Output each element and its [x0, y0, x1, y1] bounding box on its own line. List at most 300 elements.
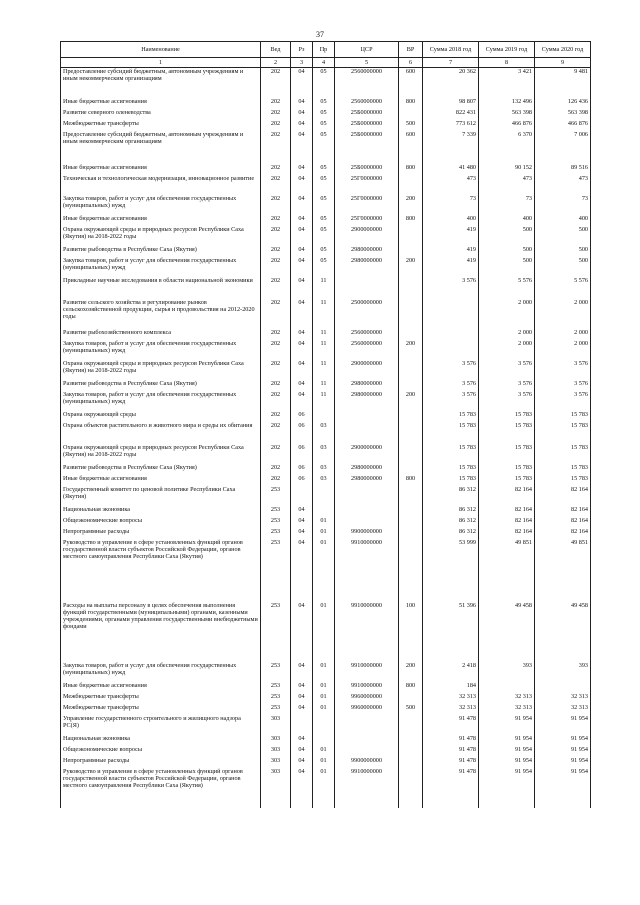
cell-vr: 500: [399, 704, 423, 715]
cell-sum-2019: 49 458: [479, 602, 535, 662]
cell-name: Охрана окружающей среды и природных ресурсов Республики Саха (Якутия) на 2018-2022 годы: [61, 444, 261, 464]
cell-pr: 05: [313, 226, 335, 246]
col-index: 4: [313, 58, 335, 68]
cell-sum-2018: 15 783: [423, 464, 479, 475]
table-row: [61, 486, 591, 506]
cell-vr: 800: [399, 215, 423, 226]
cell-sum-2020: 49 458: [535, 602, 591, 662]
cell-vr: [399, 329, 423, 340]
cell-sum-2018: [423, 329, 479, 340]
cell-rz: 04: [291, 120, 313, 131]
cell-ved: 202: [261, 195, 291, 215]
cell-sum-2019: 15 783: [479, 475, 535, 486]
table-row: [61, 120, 591, 131]
cell-name: Расходы на выплаты персоналу в целях обеспечения выполнения функций государственными (муниципальными) органами, казенными учреждениями, органами управления государственными внебюджетными фондами: [61, 602, 261, 662]
cell-vr: [399, 486, 423, 506]
cell-ved: 202: [261, 226, 291, 246]
col-header-csr: ЦСР: [335, 42, 399, 58]
cell-vr: 200: [399, 340, 423, 360]
cell-name: Развитие сельского хозяйства и регулирование рынков сельскохозяйственной продукции, сырья и продовольствия на 2012-2020 годы: [61, 299, 261, 329]
cell-name: Общеэкономические вопросы: [61, 517, 261, 528]
cell-sum-2020: 2 000: [535, 340, 591, 360]
cell-csr: 25Б0000000: [335, 120, 399, 131]
cell-pr: 01: [313, 704, 335, 715]
cell-sum-2019: 82 164: [479, 517, 535, 528]
cell-sum-2018: 3 576: [423, 360, 479, 380]
cell-sum-2019: 3 421: [479, 68, 535, 98]
cell-pr: 03: [313, 444, 335, 464]
cell-sum-2020: 2 000: [535, 329, 591, 340]
cell-rz: 04: [291, 175, 313, 195]
cell-ved: 202: [261, 98, 291, 109]
cell-pr: 01: [313, 682, 335, 693]
cell-vr: [399, 768, 423, 808]
cell-name: Охрана окружающей среды: [61, 411, 261, 422]
cell-name: Развитие рыбоводства в Республике Саха (Якутия): [61, 464, 261, 475]
table-row: [61, 257, 591, 277]
cell-pr: 03: [313, 422, 335, 444]
cell-pr: 05: [313, 215, 335, 226]
cell-csr: 2900000000: [335, 444, 399, 464]
cell-sum-2018: 20 362: [423, 68, 479, 98]
cell-sum-2018: 419: [423, 226, 479, 246]
cell-rz: 04: [291, 360, 313, 380]
cell-vr: 100: [399, 602, 423, 662]
col-header-pr: Пр: [313, 42, 335, 58]
cell-name: Прикладные научные исследования в области национальной экономики: [61, 277, 261, 299]
cell-sum-2020: 91 954: [535, 735, 591, 746]
cell-vr: 200: [399, 195, 423, 215]
cell-csr: 2980000000: [335, 380, 399, 391]
cell-csr: 2980000000: [335, 257, 399, 277]
cell-sum-2019: 3 576: [479, 360, 535, 380]
cell-name: Охрана окружающей среды и природных ресурсов Республики Саха (Якутия) на 2018-2022 годы: [61, 360, 261, 380]
cell-sum-2018: 7 339: [423, 131, 479, 164]
cell-pr: 01: [313, 746, 335, 757]
cell-sum-2019: 49 851: [479, 539, 535, 602]
cell-vr: [399, 299, 423, 329]
cell-sum-2018: 32 313: [423, 704, 479, 715]
cell-sum-2018: 3 576: [423, 277, 479, 299]
cell-name: Национальная экономика: [61, 506, 261, 517]
cell-vr: [399, 539, 423, 602]
cell-ved: 202: [261, 299, 291, 329]
cell-csr: [335, 746, 399, 757]
cell-ved: 202: [261, 360, 291, 380]
cell-sum-2018: 400: [423, 215, 479, 226]
column-index-row: [61, 58, 591, 68]
cell-pr: 01: [313, 768, 335, 808]
cell-vr: [399, 444, 423, 464]
cell-csr: 9960000000: [335, 704, 399, 715]
cell-sum-2020: 500: [535, 257, 591, 277]
cell-vr: [399, 757, 423, 768]
cell-name: Закупка товаров, работ и услуг для обеспечения государственных (муниципальных) нужд: [61, 195, 261, 215]
cell-rz: 04: [291, 215, 313, 226]
cell-sum-2020: 9 481: [535, 68, 591, 98]
col-index: 3: [291, 58, 313, 68]
cell-sum-2018: 15 783: [423, 475, 479, 486]
cell-vr: [399, 735, 423, 746]
cell-name: Техническая и технологическая модернизация, инновационное развитие: [61, 175, 261, 195]
cell-csr: 25Г0000000: [335, 215, 399, 226]
table-row: [61, 475, 591, 486]
cell-name: Непрограммные расходы: [61, 528, 261, 539]
cell-sum-2018: 91 478: [423, 746, 479, 757]
page-number: 37: [316, 30, 324, 39]
cell-ved: 202: [261, 340, 291, 360]
cell-sum-2018: 86 312: [423, 517, 479, 528]
table-row: [61, 109, 591, 120]
cell-rz: 04: [291, 539, 313, 602]
cell-sum-2020: 82 164: [535, 506, 591, 517]
cell-rz: 04: [291, 98, 313, 109]
cell-name: Межбюджетные трансферты: [61, 693, 261, 704]
cell-rz: 06: [291, 411, 313, 422]
cell-sum-2020: 500: [535, 246, 591, 257]
cell-csr: 2980000000: [335, 391, 399, 411]
cell-name: Охрана объектов растительного и животного мира и среды их обитания: [61, 422, 261, 444]
cell-rz: [291, 715, 313, 735]
table-row: [61, 98, 591, 109]
cell-pr: 01: [313, 757, 335, 768]
table-row: [61, 68, 591, 98]
cell-rz: 04: [291, 340, 313, 360]
cell-sum-2019: 500: [479, 226, 535, 246]
cell-name: Иные бюджетные ассигнования: [61, 215, 261, 226]
cell-rz: 04: [291, 380, 313, 391]
cell-rz: 04: [291, 682, 313, 693]
cell-csr: 2980000000: [335, 475, 399, 486]
cell-csr: [335, 411, 399, 422]
cell-ved: 253: [261, 704, 291, 715]
cell-csr: [335, 715, 399, 735]
table-row: [61, 299, 591, 329]
table-row: [61, 360, 591, 380]
cell-csr: [335, 506, 399, 517]
cell-csr: 2900000000: [335, 360, 399, 380]
cell-name: Развитие рыбоводства в Республике Саха (Якутия): [61, 380, 261, 391]
cell-ved: 202: [261, 131, 291, 164]
cell-sum-2019: 3 576: [479, 380, 535, 391]
cell-vr: 500: [399, 120, 423, 131]
cell-pr: 05: [313, 257, 335, 277]
cell-sum-2020: 82 164: [535, 528, 591, 539]
col-header-sum-2019: Сумма 2019 год: [479, 42, 535, 58]
cell-pr: 05: [313, 120, 335, 131]
col-header-sum-2020: Сумма 2020 год: [535, 42, 591, 58]
cell-pr: 01: [313, 528, 335, 539]
cell-ved: 202: [261, 109, 291, 120]
cell-sum-2019: 15 783: [479, 411, 535, 422]
cell-name: Развитие северного оленеводства: [61, 109, 261, 120]
cell-sum-2020: 473: [535, 175, 591, 195]
table-row: [61, 506, 591, 517]
cell-sum-2019: 91 954: [479, 715, 535, 735]
cell-rz: 04: [291, 746, 313, 757]
cell-rz: 04: [291, 246, 313, 257]
cell-ved: 202: [261, 175, 291, 195]
cell-rz: [291, 486, 313, 506]
cell-rz: 04: [291, 131, 313, 164]
cell-sum-2019: 91 954: [479, 735, 535, 746]
cell-sum-2018: 86 312: [423, 506, 479, 517]
cell-vr: 600: [399, 68, 423, 98]
cell-ved: 303: [261, 715, 291, 735]
cell-sum-2019: 5 576: [479, 277, 535, 299]
table-row: [61, 715, 591, 735]
cell-name: Развитие рыбоводства в Республике Саха (Якутия): [61, 246, 261, 257]
cell-ved: 202: [261, 257, 291, 277]
cell-sum-2018: 98 807: [423, 98, 479, 109]
cell-sum-2020: 7 006: [535, 131, 591, 164]
cell-vr: [399, 715, 423, 735]
cell-sum-2019: 473: [479, 175, 535, 195]
cell-csr: 9910000000: [335, 539, 399, 602]
cell-csr: 9910000000: [335, 682, 399, 693]
cell-vr: [399, 380, 423, 391]
cell-sum-2018: 53 999: [423, 539, 479, 602]
cell-pr: 11: [313, 299, 335, 329]
col-index: 8: [479, 58, 535, 68]
cell-rz: 04: [291, 704, 313, 715]
cell-sum-2018: 91 478: [423, 735, 479, 746]
cell-ved: 202: [261, 464, 291, 475]
cell-sum-2018: 91 478: [423, 715, 479, 735]
cell-pr: 03: [313, 475, 335, 486]
cell-vr: [399, 517, 423, 528]
col-header-vr: ВР: [399, 42, 423, 58]
cell-csr: 9910000000: [335, 662, 399, 682]
cell-csr: 9900000000: [335, 757, 399, 768]
cell-ved: 202: [261, 422, 291, 444]
cell-sum-2018: 773 612: [423, 120, 479, 131]
cell-pr: 01: [313, 517, 335, 528]
table-row: [61, 704, 591, 715]
cell-name: Иные бюджетные ассигнования: [61, 682, 261, 693]
cell-sum-2020: 49 851: [535, 539, 591, 602]
cell-sum-2020: 15 783: [535, 475, 591, 486]
cell-sum-2019: 132 496: [479, 98, 535, 109]
cell-sum-2018: 419: [423, 246, 479, 257]
cell-sum-2020: 82 164: [535, 517, 591, 528]
cell-sum-2020: 3 576: [535, 360, 591, 380]
cell-pr: 05: [313, 131, 335, 164]
cell-rz: 04: [291, 391, 313, 411]
cell-sum-2018: 419: [423, 257, 479, 277]
col-index: 1: [61, 58, 261, 68]
cell-csr: 2900000000: [335, 226, 399, 246]
table-row: [61, 195, 591, 215]
cell-vr: 200: [399, 662, 423, 682]
cell-pr: 11: [313, 360, 335, 380]
cell-ved: 253: [261, 517, 291, 528]
table-row: [61, 175, 591, 195]
cell-csr: 2560000000: [335, 329, 399, 340]
cell-sum-2020: 3 576: [535, 391, 591, 411]
cell-ved: 253: [261, 662, 291, 682]
cell-sum-2018: 86 312: [423, 528, 479, 539]
cell-sum-2020: 15 783: [535, 444, 591, 464]
cell-rz: 06: [291, 444, 313, 464]
cell-sum-2019: 32 313: [479, 704, 535, 715]
table-row: [61, 464, 591, 475]
cell-pr: 01: [313, 602, 335, 662]
cell-name: Развитие рыбохозяйственного комплекса: [61, 329, 261, 340]
cell-csr: 2560000000: [335, 340, 399, 360]
cell-sum-2020: 91 954: [535, 746, 591, 757]
cell-sum-2019: 2 000: [479, 329, 535, 340]
cell-pr: 05: [313, 246, 335, 257]
cell-pr: 11: [313, 391, 335, 411]
cell-csr: 9910000000: [335, 768, 399, 808]
cell-sum-2020: 91 954: [535, 715, 591, 735]
cell-name: Иные бюджетные ассигнования: [61, 98, 261, 109]
table-row: [61, 246, 591, 257]
cell-rz: 04: [291, 226, 313, 246]
cell-name: Общеэкономические вопросы: [61, 746, 261, 757]
cell-csr: 9910000000: [335, 602, 399, 662]
cell-vr: 800: [399, 164, 423, 175]
cell-csr: 9900000000: [335, 528, 399, 539]
cell-vr: [399, 422, 423, 444]
cell-rz: 06: [291, 422, 313, 444]
cell-csr: 2500000000: [335, 299, 399, 329]
cell-csr: [335, 517, 399, 528]
cell-csr: 2560000000: [335, 68, 399, 98]
cell-sum-2018: 2 418: [423, 662, 479, 682]
cell-sum-2018: 15 783: [423, 422, 479, 444]
table-row: [61, 768, 591, 808]
cell-pr: 05: [313, 109, 335, 120]
cell-rz: 04: [291, 735, 313, 746]
cell-sum-2019: 3 576: [479, 391, 535, 411]
cell-sum-2019: 563 398: [479, 109, 535, 120]
col-index: 9: [535, 58, 591, 68]
table-header-row: [61, 42, 591, 58]
cell-sum-2019: 82 164: [479, 528, 535, 539]
cell-name: Иные бюджетные ассигнования: [61, 475, 261, 486]
cell-sum-2020: 32 313: [535, 693, 591, 704]
table-row: [61, 735, 591, 746]
cell-sum-2020: 466 876: [535, 120, 591, 131]
table-row: [61, 528, 591, 539]
col-header-rz: Рз: [291, 42, 313, 58]
table-row: [61, 164, 591, 175]
cell-pr: 01: [313, 693, 335, 704]
cell-pr: 03: [313, 464, 335, 475]
table-row: [61, 757, 591, 768]
cell-sum-2019: 15 783: [479, 422, 535, 444]
budget-table: [60, 41, 591, 808]
cell-sum-2020: 400: [535, 215, 591, 226]
cell-rz: 04: [291, 662, 313, 682]
cell-name: Закупка товаров, работ и услуг для обеспечения государственных (муниципальных) нужд: [61, 662, 261, 682]
cell-sum-2020: 73: [535, 195, 591, 215]
table-row: [61, 215, 591, 226]
cell-sum-2020: 91 954: [535, 757, 591, 768]
table-row: [61, 517, 591, 528]
cell-name: Руководство и управление в сфере установленных функций органов государственной власти субъектов Российской Федерации, органов местного самоуправления Республики Саха (Якутия): [61, 539, 261, 602]
cell-sum-2020: 563 398: [535, 109, 591, 120]
cell-name: Руководство и управление в сфере установленных функций органов государственной власти субъектов Российской Федерации, органов местного самоуправления Республики Саха (Якутия): [61, 768, 261, 808]
cell-name: Непрограммные расходы: [61, 757, 261, 768]
cell-pr: [313, 715, 335, 735]
table-row: [61, 329, 591, 340]
cell-rz: 04: [291, 164, 313, 175]
cell-sum-2018: 73: [423, 195, 479, 215]
cell-sum-2019: 466 876: [479, 120, 535, 131]
cell-name: Управление государственного строительного и жилищного надзора РС(Я): [61, 715, 261, 735]
cell-sum-2020: 126 436: [535, 98, 591, 109]
cell-ved: 202: [261, 391, 291, 411]
cell-csr: [335, 486, 399, 506]
cell-sum-2019: 91 954: [479, 757, 535, 768]
cell-sum-2018: 3 576: [423, 391, 479, 411]
cell-name: Охрана окружающей среды и природных ресурсов Республики Саха (Якутия) на 2018-2022 годы: [61, 226, 261, 246]
cell-vr: [399, 360, 423, 380]
cell-sum-2018: 91 478: [423, 757, 479, 768]
table-row: [61, 391, 591, 411]
cell-ved: 202: [261, 475, 291, 486]
cell-sum-2019: 82 164: [479, 486, 535, 506]
cell-csr: 25Б0000000: [335, 164, 399, 175]
cell-ved: 202: [261, 329, 291, 340]
cell-vr: [399, 528, 423, 539]
cell-csr: 25Б0000000: [335, 131, 399, 164]
cell-sum-2019: [479, 682, 535, 693]
cell-csr: 25Г0000000: [335, 175, 399, 195]
cell-rz: 04: [291, 277, 313, 299]
cell-pr: 11: [313, 380, 335, 391]
cell-sum-2019: 15 783: [479, 444, 535, 464]
cell-csr: 9960000000: [335, 693, 399, 704]
cell-sum-2018: 41 480: [423, 164, 479, 175]
cell-sum-2018: [423, 340, 479, 360]
cell-name: Закупка товаров, работ и услуг для обеспечения государственных (муниципальных) нужд: [61, 340, 261, 360]
cell-rz: 04: [291, 257, 313, 277]
cell-pr: 05: [313, 98, 335, 109]
cell-pr: [313, 486, 335, 506]
cell-sum-2020: 15 783: [535, 411, 591, 422]
cell-name: Национальная экономика: [61, 735, 261, 746]
cell-name: Предоставление субсидий бюджетным, автономным учреждениям и иным некоммерческим организациям: [61, 131, 261, 164]
cell-ved: 202: [261, 411, 291, 422]
cell-sum-2019: 91 954: [479, 768, 535, 808]
cell-ved: 202: [261, 215, 291, 226]
cell-sum-2020: 500: [535, 226, 591, 246]
cell-sum-2019: 400: [479, 215, 535, 226]
cell-vr: 200: [399, 257, 423, 277]
cell-vr: [399, 464, 423, 475]
cell-sum-2018: 86 312: [423, 486, 479, 506]
cell-pr: 11: [313, 340, 335, 360]
cell-ved: 202: [261, 246, 291, 257]
cell-sum-2019: 393: [479, 662, 535, 682]
table-row: [61, 746, 591, 757]
cell-rz: 04: [291, 528, 313, 539]
cell-pr: 05: [313, 68, 335, 98]
cell-ved: 202: [261, 380, 291, 391]
cell-csr: 2980000000: [335, 464, 399, 475]
cell-ved: 202: [261, 120, 291, 131]
cell-sum-2019: 82 164: [479, 506, 535, 517]
table-row: [61, 693, 591, 704]
table-row: [61, 539, 591, 602]
cell-ved: 202: [261, 68, 291, 98]
table-row: [61, 662, 591, 682]
cell-ved: 202: [261, 164, 291, 175]
